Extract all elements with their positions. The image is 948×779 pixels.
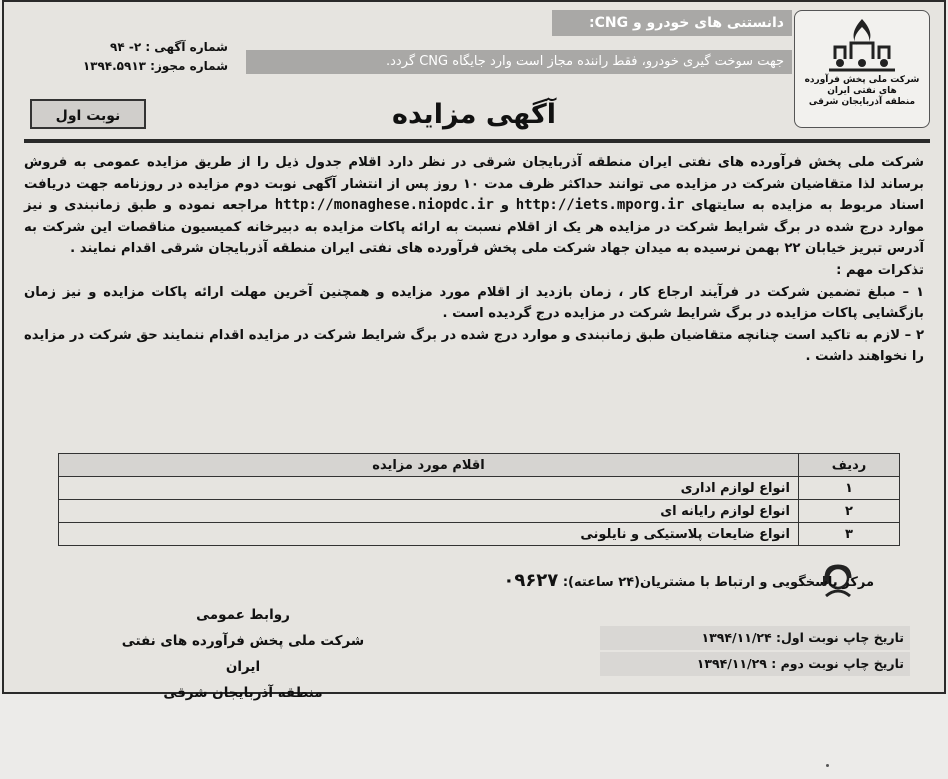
support-number: ۰۹۶۲۷ — [503, 570, 559, 591]
conjunction-and: و — [500, 198, 509, 214]
tip-text: جهت سوخت گیری خودرو، فقط راننده مجاز است وارد جایگاه CNG گردد. — [246, 50, 792, 74]
column-header-row-number: ردیف — [799, 454, 900, 477]
title-divider — [24, 139, 930, 143]
table-row — [59, 523, 900, 546]
ad-meta — [18, 38, 228, 76]
pr-company: شرکت ملی پخش فرآورده های نفتی ایران — [121, 633, 365, 675]
permit-number: شماره مجوز: ۱۳۹۴.۵۹۱۳ — [82, 59, 228, 73]
intro-paragraph — [24, 152, 924, 260]
notes-title: تذکرات مهم : — [836, 262, 924, 278]
support-line — [304, 568, 874, 596]
print-dates — [600, 626, 910, 678]
website-link-monaghese[interactable]: http://monaghese.niopdc.ir — [274, 197, 494, 214]
intro-text-2: مراجعه نموده و طبق زمانبندی و نیز موارد درج شده در برگ شرایط شرکت در مزایده هر یک از اقلام نسبت به ارائه پاکات مزایده به دبیرخانه کمیسیون مناقصات این شرکت به آدرس تبریز خیابان ۲۲ بهمن نرسیده به میدان جهاد شرکت ملی پخش فرآورده های نفتی ایران منطقه آذربایجان شرقی اقدام نمایند . — [24, 198, 924, 257]
row-number: ۱ — [799, 477, 900, 500]
public-relations-signature — [108, 602, 378, 706]
pr-department: روابط عمومی — [196, 607, 290, 623]
support-label: مرکز پاسخگویی و ارتباط با مشتریان(۲۴ ساعته): — [562, 575, 874, 590]
pr-region: منطقه آذربایجان شرقی — [163, 685, 323, 701]
flame-logo-icon — [823, 15, 901, 75]
ad-number: شماره آگهی : ۲- ۹۴ — [110, 40, 228, 54]
table-row — [59, 500, 900, 523]
website-link-iets[interactable]: http://iets.mporg.ir — [515, 197, 685, 214]
note-2: ۲ – لازم به تاکید است چنانچه متقاضیان طبق زمانبندی و موارد درج شده در برگ شرایط شرکت در مزایده اقدام ننمایند حق شرکت در مزایده را نخواهند داشت . — [24, 327, 924, 365]
notice-body — [24, 152, 924, 368]
intro-text-1: شرکت ملی پخش فرآورده های نفتی ایران منطقه آذربایجان شرقی در نظر دارد اقلام جدول ذیل را از طریق مزایده عمومی به فروش برساند لذا متقاضیان شرکت در مزایده می توانند حداکثر ظرف مدت ۱۰ روز پس از انتشار آگهی نوبت دوم مزایده در روزنامه جهت دریافت اسناد مربوط به مزایده به سایتهای — [24, 155, 925, 214]
item-name: انواع ضایعات پلاستیکی و نایلونی — [59, 523, 799, 546]
items-table — [58, 453, 900, 546]
tip-box — [246, 10, 792, 72]
notice-title: آگهی مزایده — [392, 99, 556, 130]
company-logo — [794, 10, 930, 128]
logo-company-name: شرکت ملی پخش فرآورده های نفتی ایران — [804, 75, 920, 96]
turn-badge: نوبت اول — [30, 99, 146, 129]
item-name: انواع لوازم رایانه ای — [59, 500, 799, 523]
first-print-date: تاریخ چاپ نوبت اول: ۱۳۹۴/۱۱/۲۴ — [600, 626, 910, 650]
table-header-row — [59, 454, 900, 477]
tip-title: دانستنی های خودرو و CNG: — [552, 10, 792, 36]
row-number: ۲ — [799, 500, 900, 523]
tender-notice — [2, 0, 946, 701]
stray-mark — [826, 764, 829, 767]
item-name: انواع لوازم اداری — [59, 477, 799, 500]
column-header-items: اقلام مورد مزایده — [59, 454, 799, 477]
logo-region-name: منطقه آذربایجان شرقی — [808, 97, 916, 107]
note-1: ۱ – مبلغ تضمین شرکت در فرآیند ارجاع کار ، زمان بازدید از اقلام مورد مزایده و همچنین آخرین مهلت ارائه پاکات مزایده و نیز زمان بازگشایی پاکات مزایده در برگ شرایط شرکت در مزایده درج گردیده است . — [24, 284, 924, 322]
row-number: ۳ — [799, 523, 900, 546]
table-row — [59, 477, 900, 500]
second-print-date: تاریخ چاپ نوبت دوم : ۱۳۹۴/۱۱/۲۹ — [600, 652, 910, 676]
